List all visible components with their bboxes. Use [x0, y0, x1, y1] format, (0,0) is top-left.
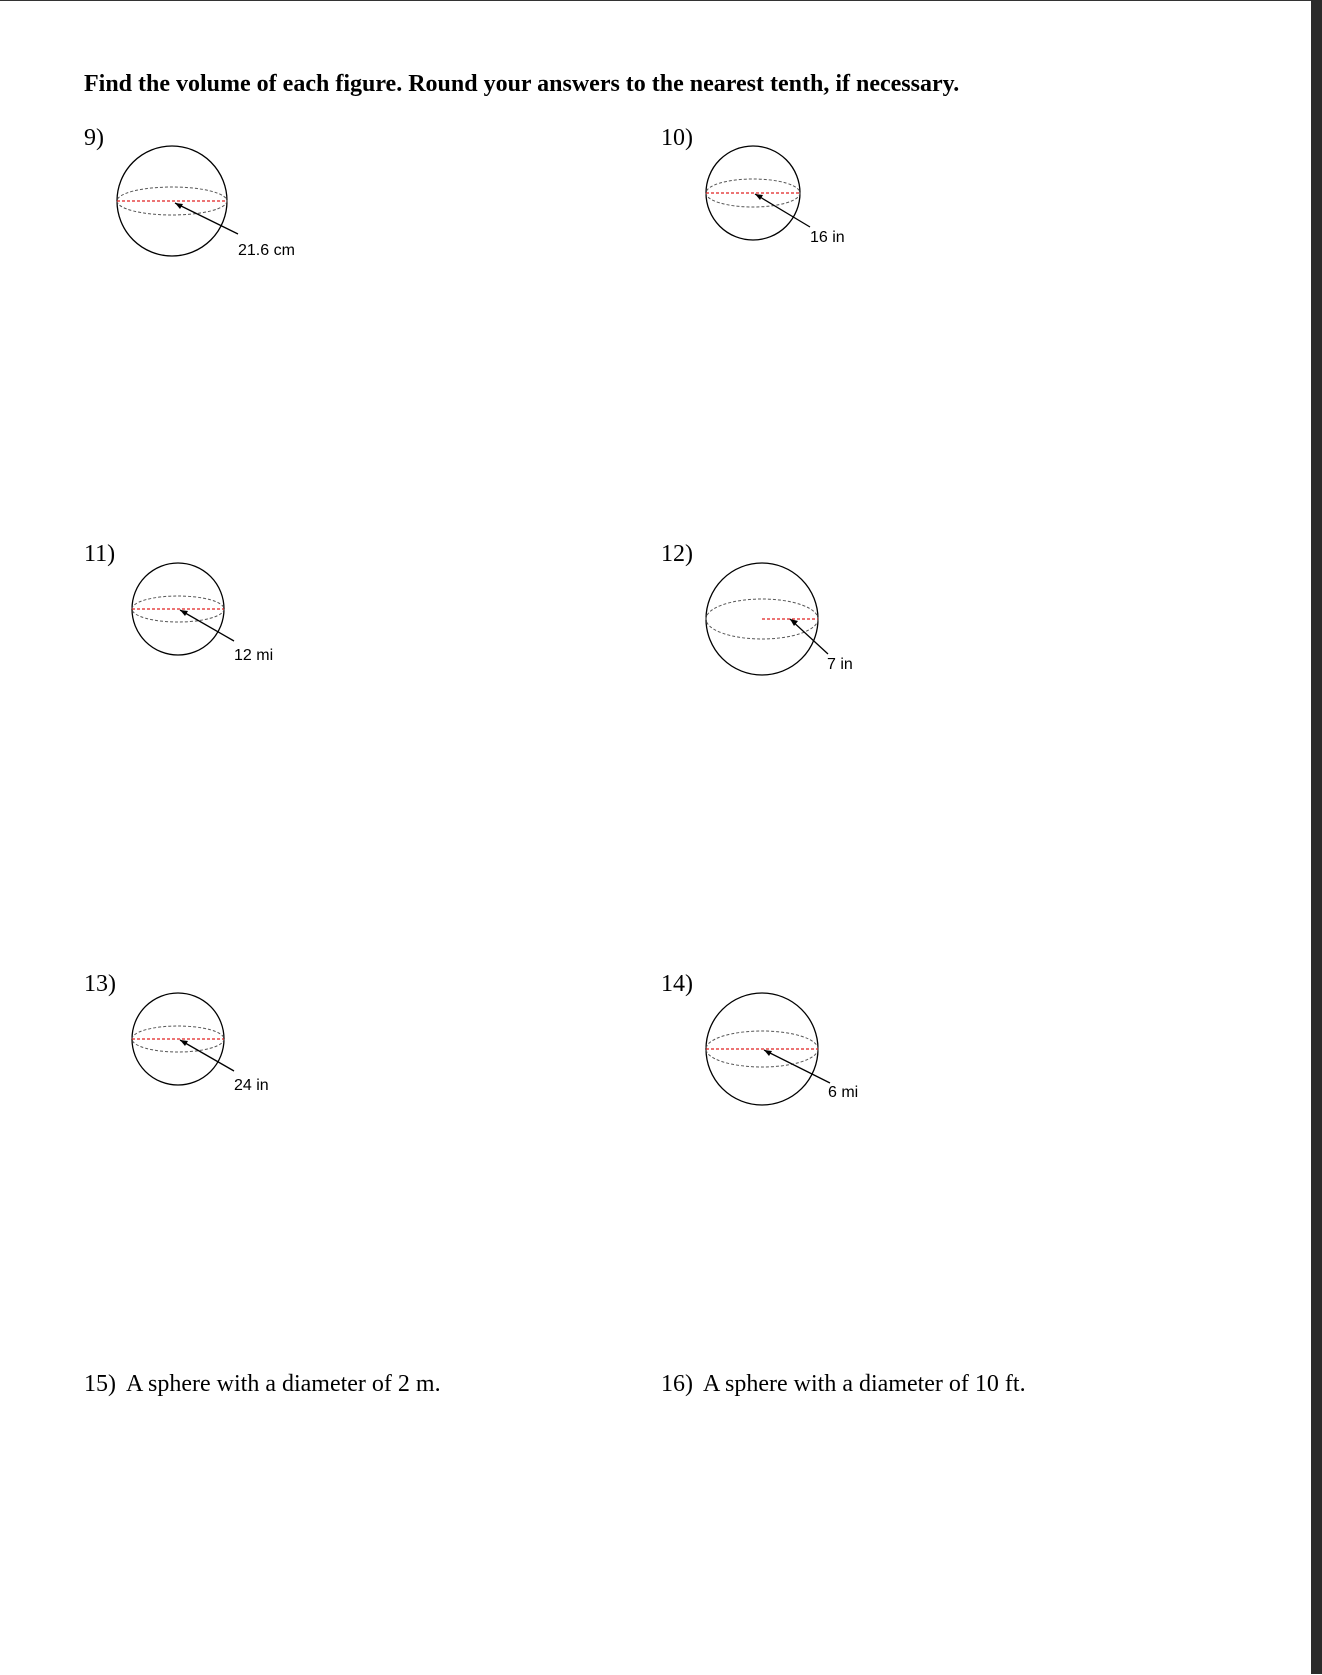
problem-12-sphere-figure: [700, 557, 900, 687]
problem-16: [661, 1371, 1026, 1398]
dimension-label: 21.6 cm: [238, 242, 295, 259]
problem-11-number: 11): [84, 541, 116, 567]
dimension-label: 24 in: [234, 1077, 269, 1094]
arrowhead: [180, 610, 188, 616]
leader-line: [755, 194, 810, 227]
problem-14-sphere-figure: [700, 987, 900, 1117]
problem-10-sphere-figure: [700, 141, 900, 251]
problem-15-text: A sphere with a diameter of 2 m.: [126, 1371, 441, 1397]
leader-line: [180, 610, 234, 641]
arrowhead: [755, 194, 763, 200]
problem-9-sphere-figure: [110, 141, 310, 261]
dimension-label: 7 in: [827, 656, 853, 673]
instructions-heading: Find the volume of each figure. Round your answers to the nearest tenth, if necessary.: [84, 71, 960, 97]
dimension-label: 6 mi: [828, 1084, 859, 1101]
problem-11-sphere-figure: [120, 557, 320, 667]
problem-16-text: A sphere with a diameter of 10 ft.: [703, 1371, 1026, 1397]
problem-15-number: 15): [84, 1371, 116, 1397]
problem-10-number: 10): [661, 125, 693, 151]
problem-9-number: 9): [84, 125, 104, 151]
leader-line: [175, 203, 238, 234]
problem-16-number: 16): [661, 1371, 693, 1397]
leader-line: [764, 1050, 830, 1083]
problem-15: [84, 1371, 441, 1398]
problem-13-sphere-figure: [120, 987, 320, 1097]
page-edge-shadow: [1311, 0, 1322, 1674]
arrowhead: [764, 1050, 772, 1056]
problem-13-number: 13): [84, 971, 116, 997]
dimension-label: 12 mi: [234, 647, 274, 664]
dimension-label: 16 in: [810, 229, 845, 246]
problem-14-number: 14): [661, 971, 693, 997]
leader-line: [180, 1040, 234, 1071]
arrowhead: [180, 1040, 188, 1046]
problem-12-number: 12): [661, 541, 693, 567]
